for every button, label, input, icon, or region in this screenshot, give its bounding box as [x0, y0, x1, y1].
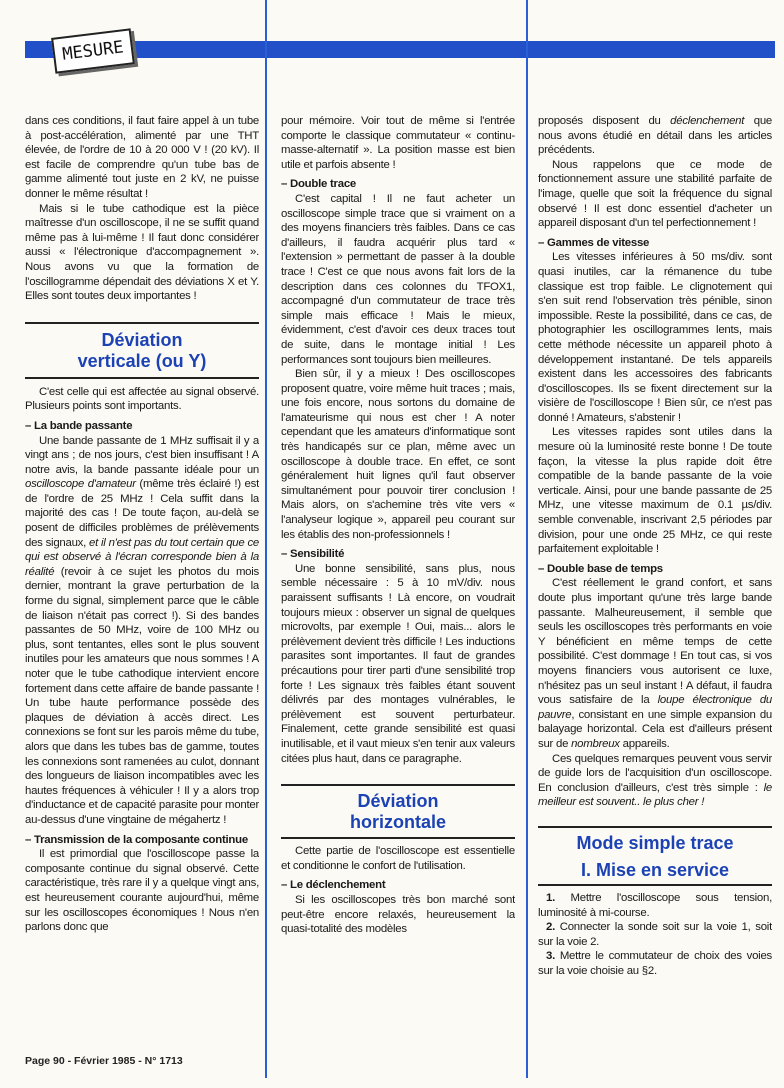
heading-line: verticale (ou Y): [77, 350, 207, 371]
list-number: 2.: [546, 921, 555, 934]
setup-steps-list: [538, 891, 772, 979]
paragraph: [25, 114, 259, 202]
italic-text: oscilloscope d'amateur: [25, 478, 136, 491]
text-run: pour mémoire. Voir tout de même si l'entrée comporte le classique commutateur « continu-masse-alternatif ». La position masse est bien utile et parfois absente !: [281, 115, 515, 171]
text-run: Bien sûr, il y a mieux ! Des oscilloscopes proposent quatre, voire même huit traces ; mais, une fois encore, nous sortons du domaine de l'amateurisme qui nous est cher ! A noter cependant que les amateurs d'informatique sont très handicapés sur ce plan, même avec un oscilloscope à double trace. En effet, ce sont généralement huit lignes qu'il faut observer simultanément pour pouvoir tirer conclusion ! Mais alors, on s'achemine très vite vers « l'analyseur logique », appareil peu courant sur les établis des non-professionnels !: [281, 368, 515, 541]
text-run: – Sensibilité: [281, 548, 345, 561]
paragraph: [25, 385, 259, 414]
heading-line: horizontale: [349, 812, 446, 833]
text-run: Cette partie de l'oscilloscope est essentielle et conditionne le confort de l'utilisation.: [281, 845, 515, 872]
text-run: dans ces conditions, il faut faire appel à un tube à post-accélération, alimenté par une THT élevée, de l'ordre de 10 à 20 000 V ! (20 kV). Il est facile de comprendre qu'un tube bas de gamme alimenté tout juste en 2 kV, ne puisse donner le même résultat !: [25, 115, 259, 200]
text-run: Ces quelques remarques peuvent vous servir de guide lors de l'acquisition d'un oscilloscope. En conclusion d'ailleurs, c'est très simple :: [538, 752, 772, 794]
subheading: [25, 833, 259, 848]
column-1: [25, 114, 259, 1049]
text-run: – Double trace: [281, 178, 356, 191]
section-logo: MESURE: [51, 28, 135, 73]
column-1-intro: [25, 114, 259, 304]
heading-deviation-verticale: [25, 322, 259, 379]
heading-line: Déviation: [357, 791, 439, 812]
italic-text: et il n'est pas du tout certain que ce qui est observé à l'écran corresponde bien à la réalité: [25, 536, 259, 578]
rule: [25, 377, 259, 379]
text-run: – Le déclenchement: [281, 879, 386, 892]
heading-line: I. Mise en service: [580, 859, 730, 880]
text-run: Mais si le tube cathodique est la pièce maîtresse d'un oscilloscope, il ne se suffit quand même pas à lui-même ! Il faut donc considérer aussi « l'électronique d'accompagnement ». Nous avons vu que la formation de l'oscillogramme dépendait des déviations X et Y. Elles sont toutes deux importantes !: [25, 202, 259, 303]
list-text: Mettre l'oscilloscope sous tension, luminosité à mi-course.: [538, 891, 772, 919]
header-bar: [25, 41, 775, 58]
paragraph: [281, 844, 515, 873]
text-run: (revoir à ce sujet les photos du mois dernier, montrant la grave perturbation de la forme du signal, simplement parce que le câble de liaison n'était pas correct !). Si des bandes passantes de 50 MHz, voire de 100 MHz ou plus, sont tentantes, elles sont le plus souvent inutiles pour les amateurs que nous sommes ! A noter que le tube cathodique intervient encore fortement dans cette affaire de bande passante ! Un tube haute performance possède des plaques de déviation à accès direct. Les connexions se font sur les parois même du tube, alors que dans les tubes bas de gamme, toutes les connexions sont ramenées au culot, donnant des longueurs de liaison incompatibles avec les hautes fréquences à véhiculer ! Il y a alors trop d'inductance et de capacité parasite pour monter au-dessus d'une vingtaine de mégahertz !: [25, 565, 259, 826]
paragraph: [281, 192, 515, 367]
rule: [281, 837, 515, 839]
italic-text: nombreux: [571, 737, 620, 750]
list-text: Connecter la sonde soit sur la voie 1, soit sur la voie 2.: [538, 921, 772, 948]
italic-text: le meilleur est souvent.. le plus cher !: [538, 781, 772, 809]
list-item: [538, 891, 772, 920]
text-run: – La bande passante: [25, 419, 133, 432]
list-item: [538, 920, 772, 949]
paragraph: [538, 576, 772, 751]
rule: [538, 826, 772, 828]
heading-mode-simple-trace: [538, 826, 772, 886]
heading-line: Déviation: [101, 329, 183, 350]
text-run: Nous rappelons que ce mode de fonctionnement assure une stabilité parfaite de l'image, quelle que soit la fréquence du signal observé ! Il est donc essentiel d'acheter un appareil disposant d'un tel perfectionnement !: [538, 158, 772, 230]
text-run: C'est capital ! Il ne faut acheter un oscilloscope simple trace que si vraiment on a des moyens financiers très faibles. Dans ce cas d'ailleurs, il faudra acquérir plus tard « l'extension » permettant de passer à la double trace ! C'est ce que nous avons fait lors de la description dans ces colonnes du TFOX1, accompagné d'un commutateur de trace très simple mais efficace ! Mais le mieux, évidemment, c'est d'avoir ces deux traces tout de suite, dans le montage initial ! Les performances sont toujours bien meilleures.: [281, 192, 515, 366]
column-1-body: [25, 385, 259, 935]
list-item: [538, 949, 772, 978]
text-run: – Double base de temps: [538, 562, 663, 575]
list-number: 3.: [546, 950, 555, 963]
italic-text: déclenchement: [670, 115, 745, 127]
text-run: C'est celle qui est affectée au signal observé. Plusieurs points sont importants.: [25, 385, 259, 413]
page-footer: Page 90 - Février 1985 - N° 1713: [25, 1055, 183, 1067]
rule: [25, 322, 259, 324]
paragraph: [281, 562, 515, 766]
italic-text: loupe électronique du pauvre: [538, 694, 772, 721]
column-divider: [265, 0, 267, 1078]
paragraph: [538, 158, 772, 231]
paragraph: [25, 434, 259, 828]
text-run: (même très éclairé !) est de l'ordre de 25 MHz ! Cela suffit dans la majorité des cas ! De toute façon, au-delà se posent de difficiles problèmes de prélèvements des signaux,: [25, 478, 259, 549]
text-run: Les vitesses rapides sont utiles dans la mesure où la luminosité reste bonne ! De toute façon, la vitesse la plus rapide doit être compatible de la bande passante de la voie verticale. Ainsi, pour une bande passante de 25 MHz, une vitesse maximum de 0.1 µs/div. semble convenable, inscrivant 2,5 périodes par division, pour une onde 25 MHz, ce qui reste parfaitement exploitable !: [538, 426, 772, 556]
paragraph: [538, 250, 772, 425]
column-2-body: [281, 114, 515, 766]
text-run: – Gammes de vitesse: [538, 236, 650, 249]
text-run: – Transmission de la composante continue: [25, 833, 248, 846]
paragraph: [25, 847, 259, 935]
column-3: [538, 114, 772, 1049]
text-run: Une bonne sensibilité, sans plus, nous semble nécessaire : 5 à 10 mV/div. nous paraissent suffisants ! Là encore, on voudrait toujours mieux : observer un signal de quelques microvolts, par exemple ! Oui, mais... alors le prélèvement devient très difficile ! Les inductions parasites sont importantes. Il faut de grandes précautions pour tirer parti d'une sensibilité trop forte ! Les signaux très faibles étant souvent délivrés par des montages vulnérables, le prélèvement est souvent perturbateur. Finalement, cette grande sensibilité est quasi inutilisable, et il vaut mieux s'en tenir aux valeurs citées plus haut, dans ce paragraphe.: [281, 562, 515, 765]
text-run: proposés disposent du: [538, 115, 671, 127]
paragraph: [25, 202, 259, 304]
paragraph: [281, 367, 515, 542]
subheading: [538, 236, 772, 251]
paragraph: [281, 893, 515, 937]
text-run: que nous avons étudié en détail dans les articles précédents.: [538, 115, 772, 157]
subheading: [281, 878, 515, 893]
subheading: [281, 547, 515, 562]
subheading: [25, 419, 259, 434]
paragraph: [538, 752, 772, 810]
text-run: Les vitesses inférieures à 50 ms/div. sont quasi inutiles, car la rémanence du tube classique est trop faible. Le clignotement qui s'en suit rend l'observation très pénible, sinon impossible. Reste la possibilité, dans ce cas, de photographier les oscillogrammes lents, mais cette méthode nécessite un appareil photo à développement instantané. De tels appareils existent dans les accessoires des fabricants d'oscilloscopes. Ils se fixent directement sur la visière de l'oscilloscope ! Bien sûr, ce n'est pas donné ! Amateurs, s'abstenir !: [538, 251, 772, 424]
heading-deviation-horizontale: [281, 784, 515, 839]
list-number: 1.: [546, 891, 555, 904]
rule: [281, 784, 515, 786]
text-run: , consistant en une simple expansion du balayage horizontal. Cela est d'ailleurs présent sur de: [538, 708, 772, 750]
text-run: Une bande passante de 1 MHz suffisait il y a vingt ans ; de nos jours, c'est bien insuffisant ! A notre avis, la bande passante idéale pour un: [25, 434, 259, 476]
column-2: [281, 114, 515, 1049]
column-2-end: [281, 844, 515, 937]
heading-line: Mode simple trace: [576, 832, 734, 853]
text-run: Il est primordial que l'oscilloscope passe la composante continue du signal observé. Cette caractéristique, très rare il y a quelque vingt ans, est heureusement courante aujourd'hui, même sur les oscilloscopes économiques ! Nous n'en parlons donc que: [25, 848, 259, 934]
subheading: [281, 177, 515, 192]
paragraph: [538, 425, 772, 556]
text-run: C'est réellement le grand confort, et sans doute plus important qu'une très large bande passante. Malheureusement, il semble que seuls les oscilloscopes très performants en voie Y bénéficient en même temps de cette possibilité. C'est dommage ! En tout cas, si vos moyens financiers vous autorisent ce luxe, n'hésitez pas un seul instant ! A défaut, il faudra vous satisfaire de la: [538, 577, 772, 707]
column-3-body: [538, 114, 772, 810]
rule: [538, 884, 772, 886]
subheading: [538, 562, 772, 577]
column-divider: [526, 0, 528, 1078]
text-run: appareils.: [619, 737, 670, 750]
list-text: Mettre le commutateur de choix des voies sur la voie choisie au §2.: [538, 950, 772, 977]
paragraph: [538, 114, 772, 158]
text-run: Si les oscilloscopes très bon marché sont peut-être encore relaxés, heureusement la quasi-totalité des modèles: [281, 893, 515, 936]
paragraph: [281, 114, 515, 172]
